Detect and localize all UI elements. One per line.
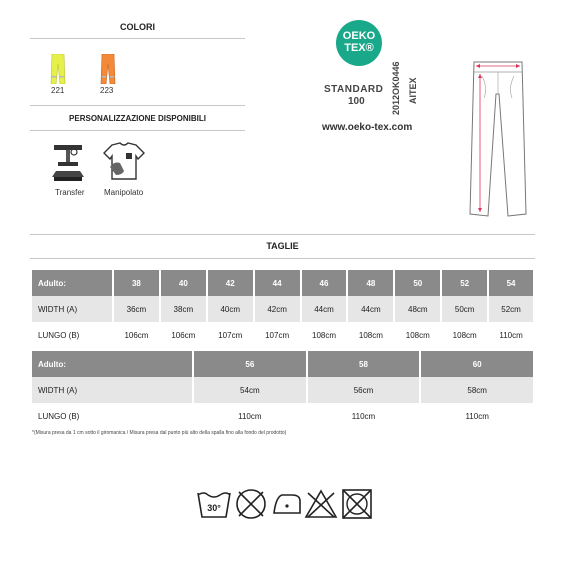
table-cell: 110cm — [421, 403, 533, 429]
measurement-note: *(Misura presa da 1 cm sotto il giromanica / Misura presa dal punto più alto della spalla fino alla fondo del prodotto) — [32, 430, 287, 436]
table-header-row — [32, 270, 533, 296]
row-label: LUNGO (B) — [32, 403, 192, 429]
hand-embroidery-icon — [102, 141, 146, 188]
size-header: 52 — [442, 270, 487, 296]
size-header: 60 — [421, 351, 533, 377]
size-header: 50 — [395, 270, 440, 296]
row-label: WIDTH (A) — [32, 296, 112, 322]
table-header-label: Adulto: — [32, 270, 112, 296]
trousers-yellow-icon — [50, 54, 66, 84]
table-cell: 44cm — [348, 296, 393, 322]
table-row — [32, 322, 533, 348]
size-table-2 — [30, 351, 535, 429]
table-header-label: Adulto: — [32, 351, 192, 377]
colors-title: COLORI — [120, 22, 155, 32]
divider — [30, 258, 535, 259]
table-cell: 54cm — [194, 377, 306, 403]
table-cell: 58cm — [421, 377, 533, 403]
table-header-row — [32, 351, 533, 377]
size-header: 38 — [114, 270, 159, 296]
oeko-certificate-code: 2012OK0446 — [391, 61, 401, 115]
trousers-orange-icon — [100, 54, 116, 84]
row-label: LUNGO (B) — [32, 322, 112, 348]
wash-temp-label: 30° — [207, 503, 221, 513]
oeko-logo-line1: OEKO — [342, 30, 376, 42]
table-row — [32, 296, 533, 322]
table-cell: 42cm — [255, 296, 300, 322]
color-swatch-223[interactable] — [100, 54, 116, 89]
table-cell: 56cm — [308, 377, 420, 403]
table-cell: 107cm — [208, 322, 253, 348]
divider — [30, 38, 245, 39]
table-cell: 106cm — [114, 322, 159, 348]
no-tumble-dry-icon — [343, 490, 371, 518]
size-header: 42 — [208, 270, 253, 296]
size-header: 44 — [255, 270, 300, 296]
table-cell: 110cm — [489, 322, 533, 348]
table-cell: 52cm — [489, 296, 533, 322]
sizes-title: TAGLIE — [266, 241, 299, 251]
divider — [30, 130, 245, 131]
size-header: 54 — [489, 270, 533, 296]
divider — [30, 234, 535, 235]
table-cell: 36cm — [114, 296, 159, 322]
trousers-diagram — [466, 54, 530, 225]
no-dryclean-icon — [306, 491, 336, 517]
oeko-website-link[interactable]: www.oeko-tex.com — [322, 122, 413, 133]
iron-low-icon — [274, 495, 300, 513]
oeko-institute: AITEX — [408, 77, 418, 104]
divider — [30, 105, 245, 106]
oeko-standard-number: 100 — [348, 96, 365, 107]
table-cell: 110cm — [308, 403, 420, 429]
table-cell: 38cm — [161, 296, 206, 322]
table-cell: 108cm — [302, 322, 347, 348]
table-cell: 107cm — [255, 322, 300, 348]
customization-title: PERSONALIZZAZIONE DISPONIBILI — [69, 114, 206, 123]
customization-label-transfer: Transfer — [55, 188, 85, 197]
table-cell: 106cm — [161, 322, 206, 348]
customization-label-manipolato: Manipolato — [104, 188, 144, 197]
size-header: 46 — [302, 270, 347, 296]
color-code-221: 221 — [51, 86, 65, 95]
oeko-standard: STANDARD — [324, 84, 384, 95]
size-header: 56 — [194, 351, 306, 377]
table-cell: 44cm — [302, 296, 347, 322]
size-header: 58 — [308, 351, 420, 377]
no-bleach-icon — [237, 490, 265, 518]
table-cell: 108cm — [395, 322, 440, 348]
row-label: WIDTH (A) — [32, 377, 192, 403]
size-table-1 — [30, 270, 535, 348]
care-symbols — [196, 487, 376, 526]
table-cell: 108cm — [442, 322, 487, 348]
color-code-223: 223 — [100, 86, 114, 95]
table-cell: 110cm — [194, 403, 306, 429]
size-header: 40 — [161, 270, 206, 296]
oeko-tex-logo — [336, 20, 382, 66]
table-cell: 50cm — [442, 296, 487, 322]
table-row — [32, 403, 533, 429]
oeko-logo-line2: TEX® — [344, 42, 374, 54]
wash-30-icon — [198, 493, 230, 517]
table-cell: 48cm — [395, 296, 440, 322]
heat-press-icon — [50, 143, 86, 188]
table-cell: 40cm — [208, 296, 253, 322]
table-row — [32, 377, 533, 403]
table-cell: 108cm — [348, 322, 393, 348]
color-swatch-221[interactable] — [50, 54, 66, 89]
size-header: 48 — [348, 270, 393, 296]
